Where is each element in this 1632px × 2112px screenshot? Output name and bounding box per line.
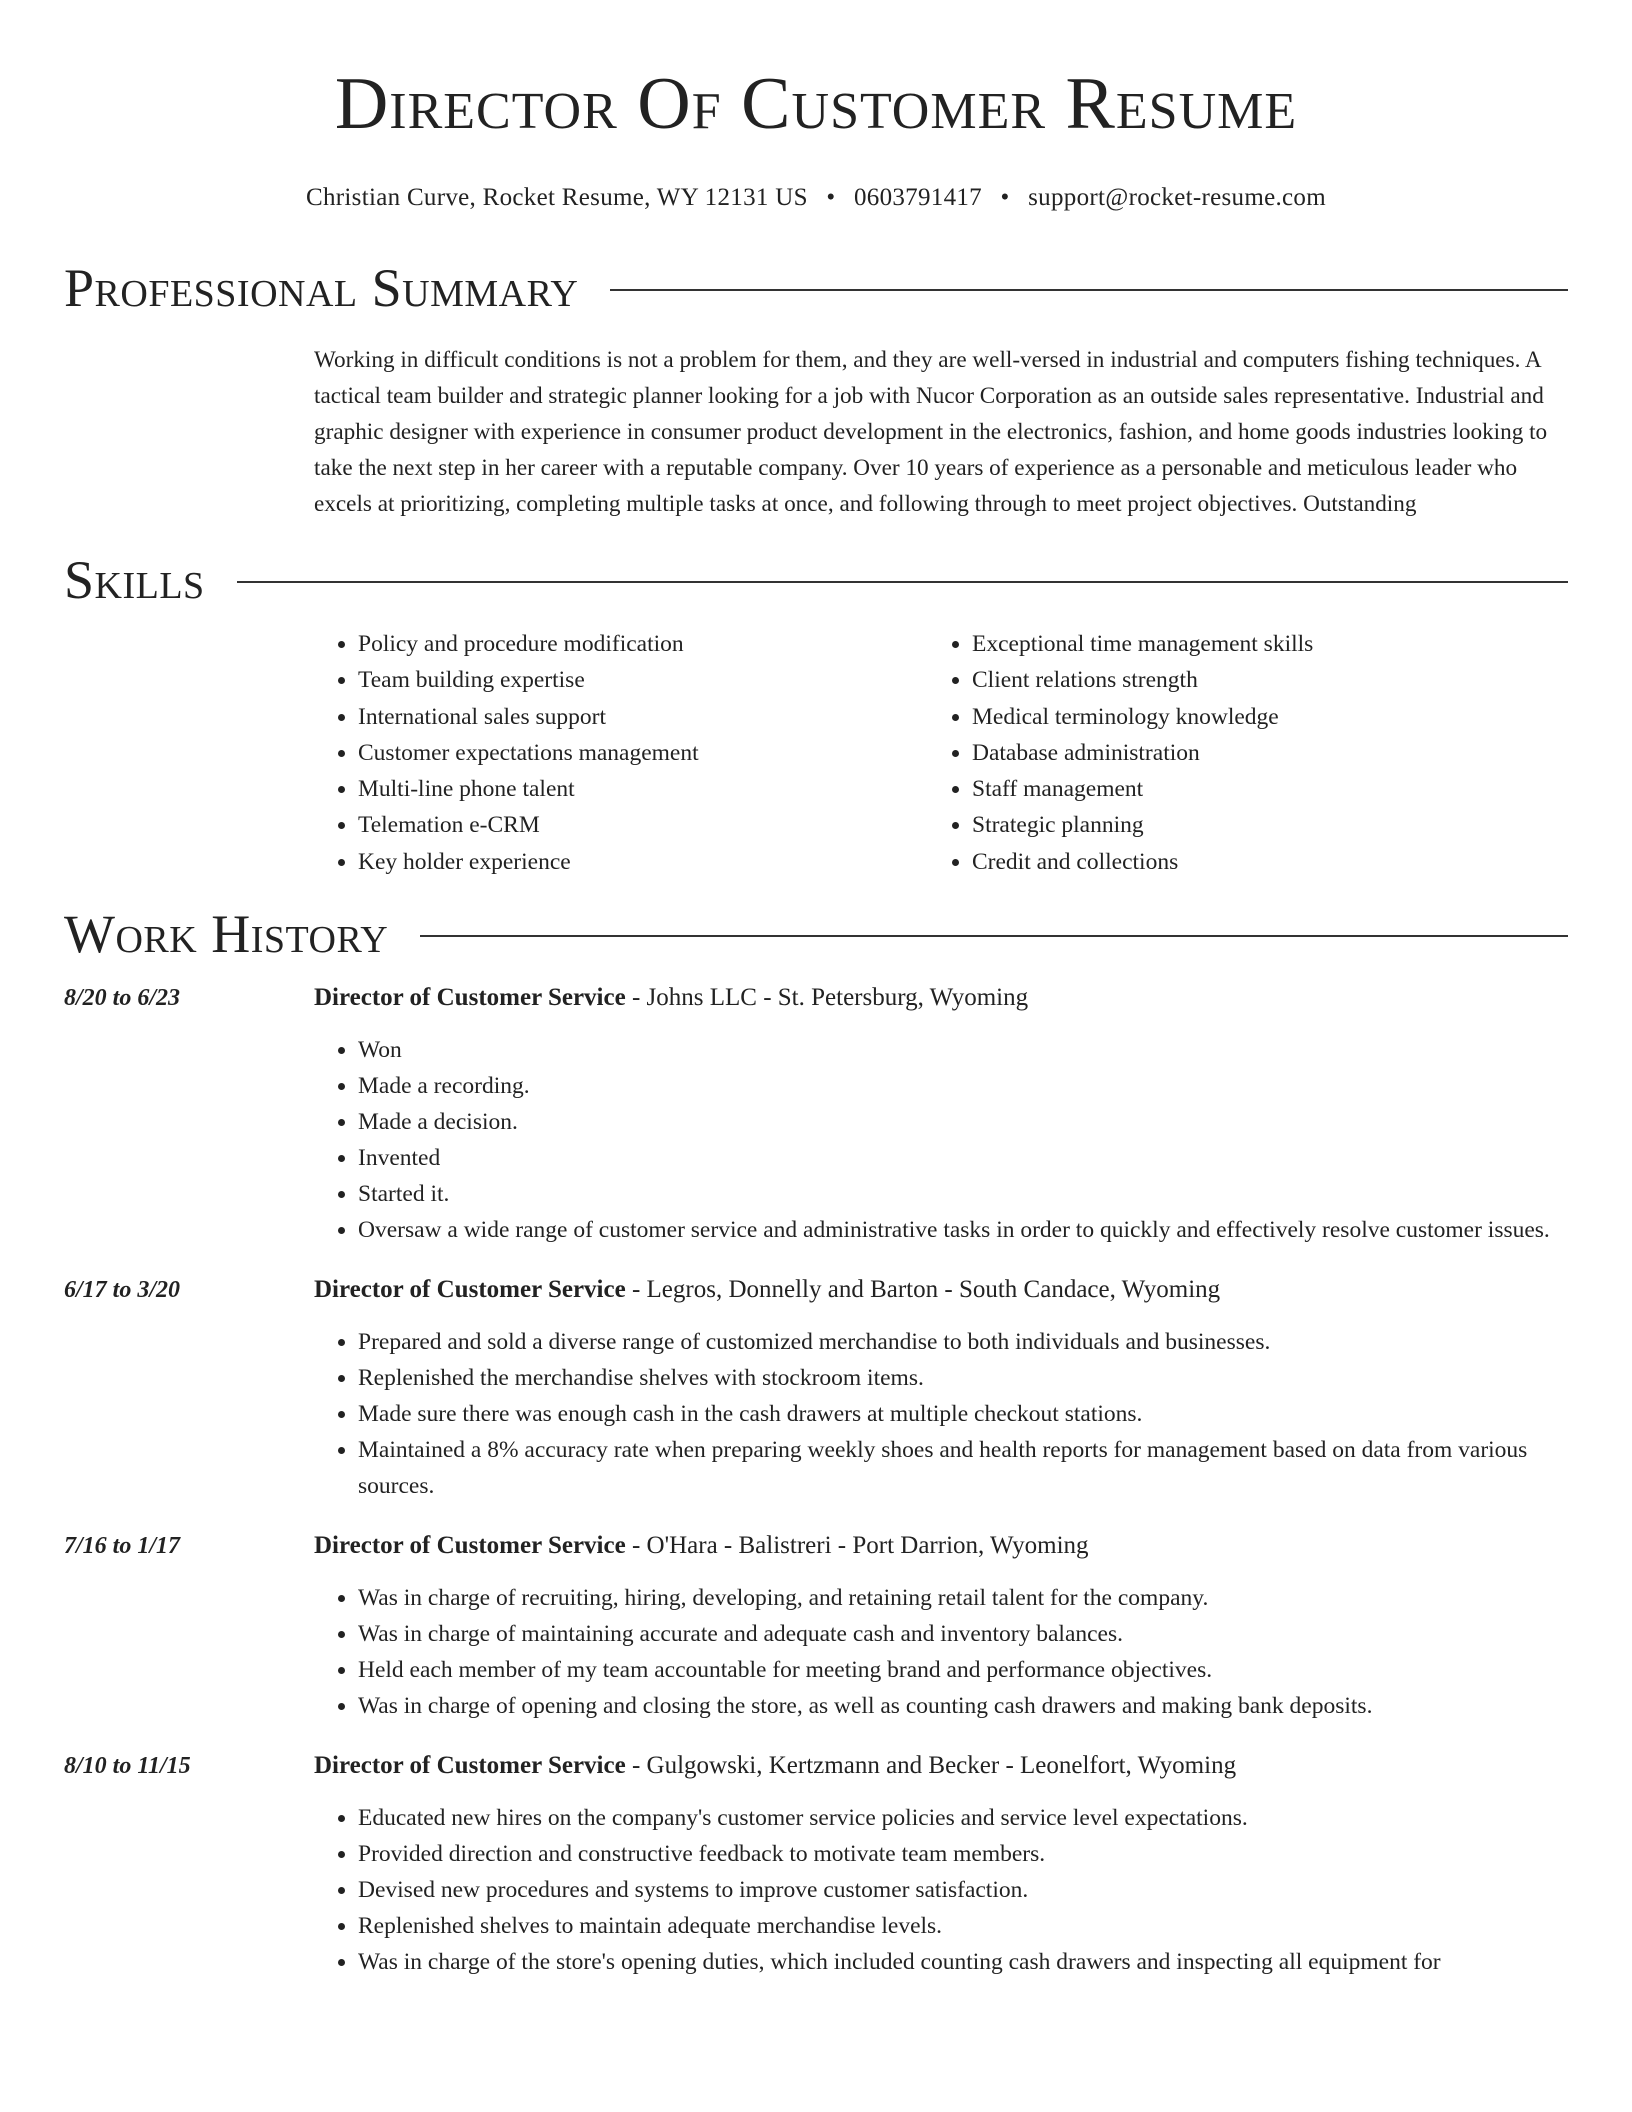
job-bullet: • Made a recording. [358, 1068, 1568, 1104]
skill-item: • International sales support [358, 699, 928, 735]
skill-item: • Telemation e-CRM [358, 807, 928, 843]
job-bullet: • Won [358, 1032, 1568, 1068]
job-dates: 7/16 to 1/17 [64, 1533, 181, 1560]
resume-name: Director Of Customer Resume [334, 63, 1298, 145]
skill-item: • Strategic planning [972, 807, 1492, 843]
job-bullet: • Made sure there was enough cash in the cash drawers at multiple checkout stations. [358, 1396, 1568, 1432]
skill-item: • Multi-line phone talent [358, 771, 928, 807]
work-heading: Work History [64, 904, 389, 965]
job-bullets [314, 1032, 1568, 1248]
job-title: Director of Customer Service [314, 1752, 626, 1780]
section-divider [237, 581, 1568, 583]
job-employer: - O'Hara - Balistreri - Port Darrion, Wyoming [625, 1532, 1089, 1560]
section-divider [610, 289, 1568, 291]
skills-list-right [928, 626, 1492, 880]
job-details [314, 1748, 1568, 1980]
contact-separator: • [826, 184, 836, 211]
job-bullet: • Provided direction and constructive feedback to motivate team members. [358, 1836, 1568, 1872]
job-entry [64, 980, 1568, 1248]
section-divider [420, 935, 1568, 937]
job-entry [64, 1748, 1568, 1980]
job-bullet: • Replenished the merchandise shelves with stockroom items. [358, 1360, 1568, 1396]
skill-item: • Database administration [972, 735, 1492, 771]
skill-item: • Team building expertise [358, 662, 928, 698]
job-title-line [314, 1748, 1568, 1784]
job-employer: - Johns LLC - St. Petersburg, Wyoming [625, 984, 1029, 1012]
contact-address: Christian Curve, Rocket Resume, WY 12131 US [306, 184, 808, 211]
contact-separator: • [1000, 184, 1010, 211]
work-section-header [64, 902, 1568, 966]
job-employer: - Legros, Donnelly and Barton - South Candace, Wyoming [625, 1276, 1221, 1304]
job-bullets [314, 1580, 1568, 1724]
job-bullet: • Invented [358, 1140, 1568, 1176]
job-title: Director of Customer Service [314, 1532, 626, 1560]
job-bullet: • Was in charge of recruiting, hiring, developing, and retaining retail talent for the company. [358, 1580, 1568, 1616]
skills-lists [314, 626, 1568, 880]
job-bullet: • Maintained a 8% accuracy rate when preparing weekly shoes and health reports for management based on data from various sources. [358, 1432, 1568, 1504]
job-bullet: • Held each member of my team accountable for meeting brand and performance objectives. [358, 1652, 1568, 1688]
summary-heading: Professional Summary [64, 258, 579, 318]
skill-item: • Exceptional time management skills [972, 626, 1492, 662]
job-bullet: • Was in charge of the store's opening duties, which included counting cash drawers and inspecting all equipment for [358, 1944, 1568, 1980]
contact-email: support@rocket-resume.com [1028, 184, 1326, 211]
job-title: Director of Customer Service [314, 984, 626, 1012]
job-dates: 8/20 to 6/23 [64, 985, 181, 1012]
job-bullet: • Prepared and sold a diverse range of customized merchandise to both individuals and businesses. [358, 1324, 1568, 1360]
skill-item: • Credit and collections [972, 844, 1492, 880]
skill-item: • Customer expectations management [358, 735, 928, 771]
job-bullet: • Devised new procedures and systems to improve customer satisfaction. [358, 1872, 1568, 1908]
job-bullet: • Made a decision. [358, 1104, 1568, 1140]
job-dates: 6/17 to 3/20 [64, 1277, 181, 1304]
job-details [314, 1272, 1568, 1504]
job-title: Director of Customer Service [314, 1276, 626, 1304]
skill-item: • Client relations strength [972, 662, 1492, 698]
job-bullets [314, 1800, 1568, 1980]
job-dates: 8/10 to 11/15 [64, 1753, 191, 1780]
skills-section-header [64, 548, 1568, 612]
contact-phone: 0603791417 [853, 184, 982, 211]
summary-text: Working in difficult conditions is not a problem for them, and they are well-versed in industrial and computers fishing techniques. A tactical team builder and strategic planner looking for a job with Nucor Corporation as an outside sales representative. Industrial and graphic designer with experience in consumer product development in the electronics, fashion, and home goods industries looking to take the next step in her career with a reputable company. Over 10 years of experience as a personable and meticulous leader who excels at prioritizing, completing multiple tasks at once, and following through to meet project objectives. Outstanding [314, 347, 1548, 517]
skills-list-left [314, 626, 928, 880]
job-title-line [314, 1272, 1568, 1308]
skill-item: • Key holder experience [358, 844, 928, 880]
job-title-line [314, 980, 1568, 1016]
job-entry [64, 1528, 1568, 1724]
job-bullet: • Educated new hires on the company's customer service policies and service level expectations. [358, 1800, 1568, 1836]
job-title-line [314, 1528, 1568, 1564]
contact-line [64, 184, 1568, 212]
job-bullet: • Started it. [358, 1176, 1568, 1212]
job-bullets [314, 1324, 1568, 1504]
summary-section-header [64, 256, 1568, 320]
job-bullet: • Was in charge of opening and closing the store, as well as counting cash drawers and making bank deposits. [358, 1688, 1568, 1724]
skill-item: • Staff management [972, 771, 1492, 807]
job-bullet: • Oversaw a wide range of customer service and administrative tasks in order to quickly and effectively resolve customer issues. [358, 1212, 1568, 1248]
job-details [314, 1528, 1568, 1724]
skill-item: • Medical terminology knowledge [972, 699, 1492, 735]
job-employer: - Gulgowski, Kertzmann and Becker - Leonelfort, Wyoming [625, 1752, 1237, 1780]
job-bullet: • Replenished shelves to maintain adequate merchandise levels. [358, 1908, 1568, 1944]
job-details [314, 980, 1568, 1248]
job-entry [64, 1272, 1568, 1504]
skills-heading: Skills [64, 550, 205, 610]
skill-item: • Policy and procedure modification [358, 626, 928, 662]
job-bullet: • Was in charge of maintaining accurate and adequate cash and inventory balances. [358, 1616, 1568, 1652]
